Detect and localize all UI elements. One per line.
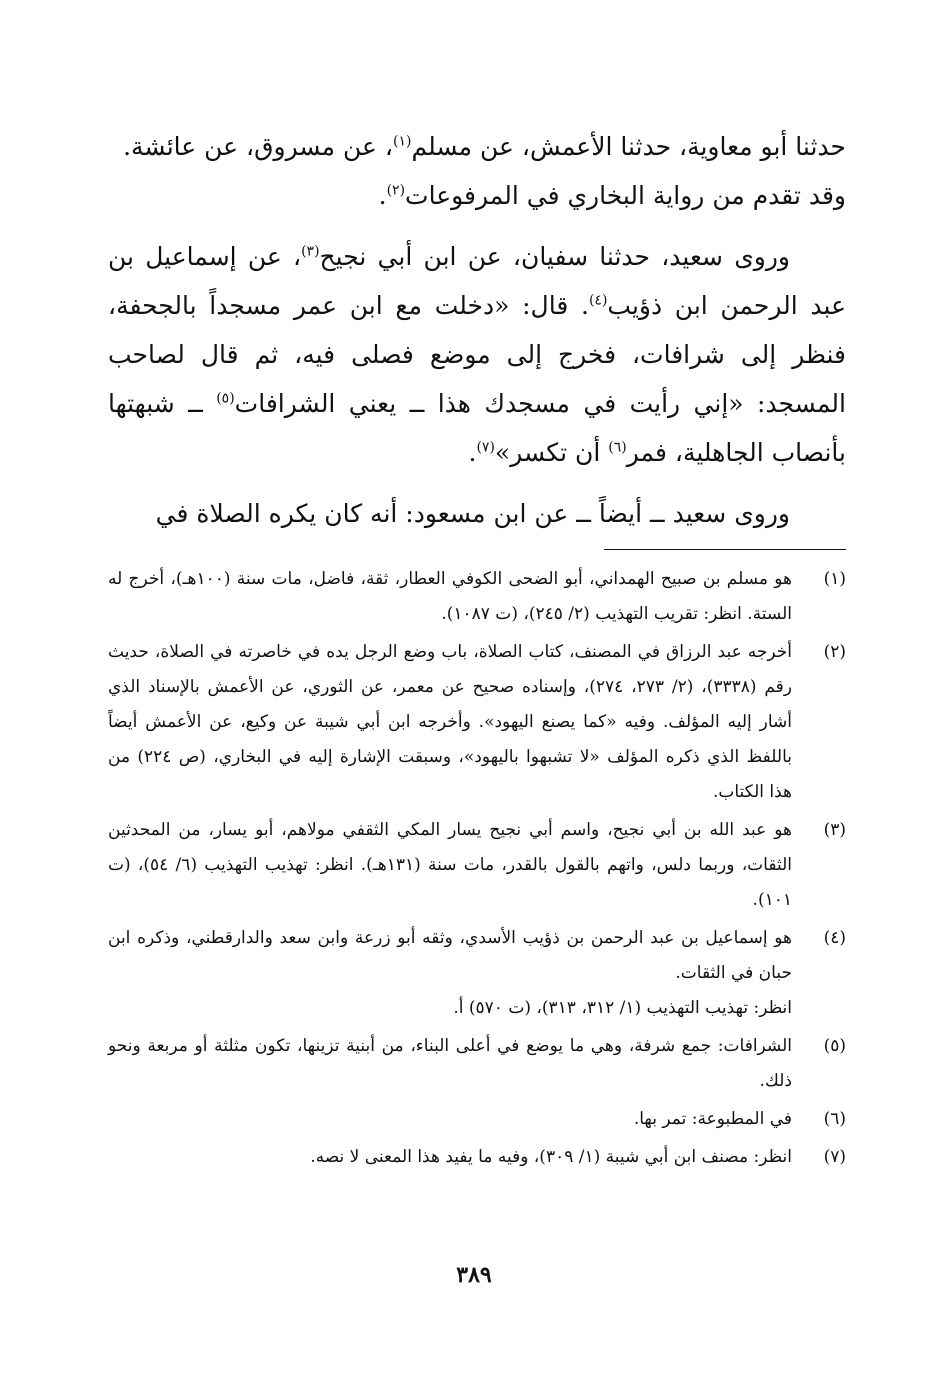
- footnote-number: (٧): [823, 1147, 846, 1167]
- footnotes: [108, 562, 846, 1178]
- paragraph-3: وروى سعيد ــ أيضاً ــ عن ابن مسعود: أنه كان يكره الصلاة في: [155, 499, 790, 528]
- footnote-ref-6: (٦): [608, 439, 627, 456]
- footnote-4: [108, 921, 846, 1026]
- footnote-ref-5: (٥): [216, 390, 235, 407]
- footnote-body: [108, 921, 792, 1026]
- footnote-ref-2: (٢): [386, 182, 406, 199]
- footnote-ref-1: (١): [392, 133, 412, 150]
- footnote-body: [108, 1029, 792, 1099]
- footnote-body: [108, 635, 792, 810]
- footnote-ref-4: (٤): [588, 292, 608, 309]
- text-run: وقد تقدم من رواية البخاري في المرفوعات: [405, 181, 846, 210]
- footnote-line: انظر: تهذيب التهذيب (١/ ٣١٢، ٣١٣)، (ت ٥٧٠) أ.: [453, 998, 792, 1018]
- text-run: . قال: «دخلت مع ابن عمر مسجداً بالجحفة، فنظر إلى شرافات، فخرج إلى موضع فصلى فيه، ثم قال لصاحب المسجد: «إني رأيت في مسجدك هذا ــ يعني الشرافات: [108, 291, 846, 418]
- text-run: ــ شبهتها بأنصاب الجاهلية، فمر: [108, 389, 846, 467]
- footnote-divider: [604, 549, 846, 550]
- footnote-number: (٣): [823, 820, 846, 840]
- footnote-line: الشرافات: جمع شرفة، وهي ما يوضع في أعلى البناء، من أبنية تزينها، تكون مثلثة أو مربعة ونحو ذلك.: [108, 1036, 792, 1091]
- footnote-2: [108, 635, 846, 810]
- footnote-6: [108, 1102, 846, 1137]
- footnote-7: [108, 1140, 846, 1175]
- footnote-line: أخرجه عبد الرزاق في المصنف، كتاب الصلاة، باب وضع الرجل يده في خاصرته في الصلاة، حديث رقم (٣٣٣٨)، (٢/ ٢٧٣، ٢٧٤)، وإسناده صحيح عن معمر، عن الثوري، عن الأعمش بالإسناد الذي أشار إليه المؤلف. وفيه «كما يصنع اليهود». وأخرجه ابن أبي شيبة عن وكيع، عن الأعمش أيضاً باللفظ الذي ذكره المؤلف «لا تشبهوا باليهود»، وسبقت الإشارة إليه في البخاري، (ص ٢٢٤) من هذا الكتاب.: [108, 642, 793, 802]
- footnote-body: [108, 562, 792, 632]
- footnote-1: [108, 562, 846, 632]
- footnote-number: (٥): [823, 1036, 846, 1056]
- text-run: ، عن إسماعيل بن عبد الرحمن ابن ذؤيب: [108, 242, 847, 320]
- footnote-number: (١): [823, 569, 846, 589]
- footnote-5: [108, 1029, 846, 1099]
- text-run: حدثنا أبو معاوية، حدثنا الأعمش، عن مسلم: [411, 132, 846, 161]
- text-run: ، عن مسروق، عن عائشة.: [123, 132, 393, 161]
- text-run: .: [468, 438, 477, 467]
- footnote-number: (٢): [823, 642, 846, 662]
- footnote-line: انظر: مصنف ابن أبي شيبة (١/ ٣٠٩)، وفيه ما يفيد هذا المعنى لا نصه.: [310, 1147, 792, 1167]
- footnote-number: (٤): [823, 928, 846, 948]
- main-text: [108, 122, 846, 538]
- footnote-line: هو مسلم بن صبيح الهمداني، أبو الضحى الكوفي العطار، ثقة، فاضل، مات سنة (١٠٠هـ)، أخرج له الستة. انظر: تقريب التهذيب (٢/ ٢٤٥)، (ت ١٠٨٧).: [108, 569, 792, 624]
- text-run: .: [378, 181, 387, 210]
- footnote-number: (٦): [823, 1109, 846, 1129]
- footnote-ref-7: (٧): [476, 439, 495, 456]
- text-run: أن تكسر»: [494, 438, 609, 467]
- text-run: وروى سعيد، حدثنا سفيان، عن ابن أبي نجيح: [319, 242, 791, 271]
- footnote-3: [108, 813, 846, 918]
- footnote-body: [108, 813, 792, 918]
- footnote-body: [108, 1102, 792, 1137]
- page-number: ٣٨٩: [456, 1262, 492, 1288]
- paragraph-1: [108, 122, 846, 220]
- footnote-line: في المطبوعة: تمر بها.: [633, 1109, 792, 1129]
- footnote-body: [108, 1140, 792, 1175]
- footnote-line: هو إسماعيل بن عبد الرحمن بن ذؤيب الأسدي، وثقه أبو زرعة وابن سعد والدارقطني، وذكره ابن حبان في الثقات.: [108, 928, 792, 983]
- paragraph-2: [108, 232, 846, 477]
- footnote-line: هو عبد الله بن أبي نجيح، واسم أبي نجيح يسار المكي الثقفي مولاهم، أبو يسار، من المحدثين الثقات، وربما دلس، واتهم بالقول بالقدر، مات سنة (١٣١هـ). انظر: تهذيب التهذيب (٦/ ٥٤)، (ت ١٠١).: [108, 820, 792, 910]
- footnote-ref-3: (٣): [301, 243, 320, 260]
